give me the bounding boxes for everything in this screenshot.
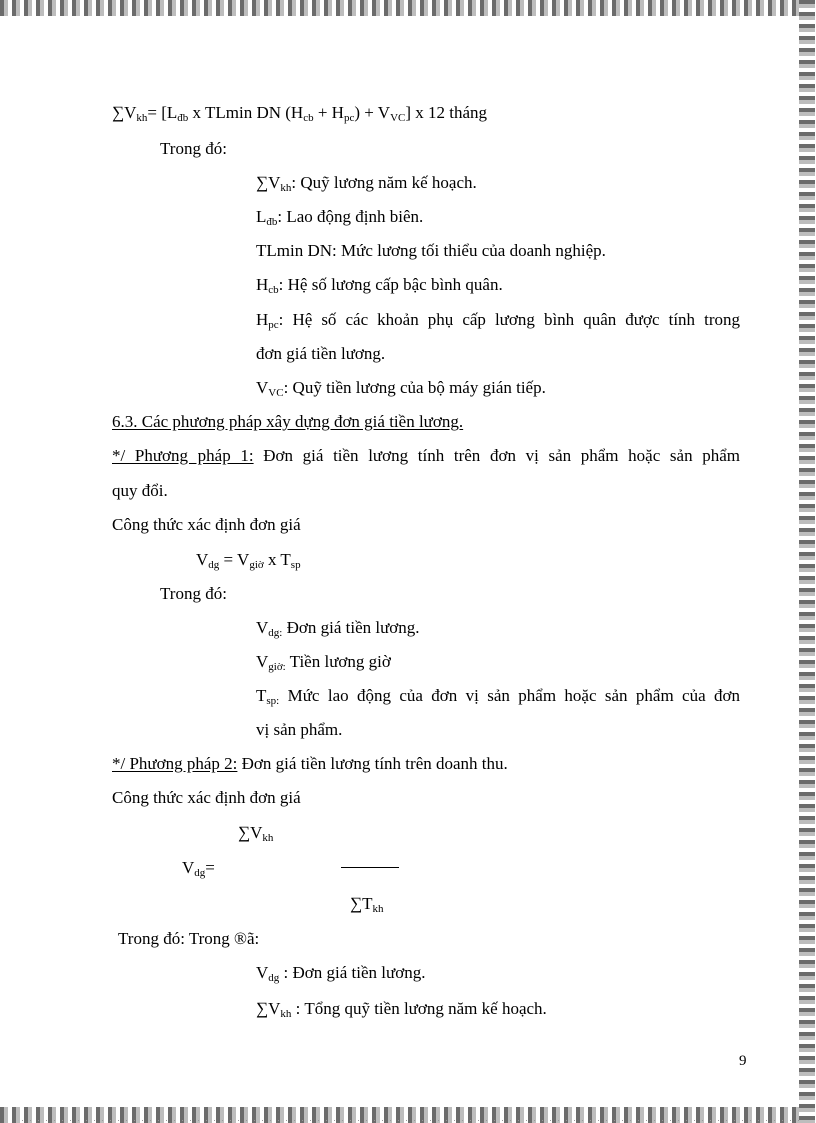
definition-tsp-continued: vị sản phẩm. <box>256 720 343 739</box>
fraction-numerator: $\sum V_{kh}$ <box>238 823 274 844</box>
definition-hpc-continued: đơn giá tiền lương. <box>256 344 386 363</box>
page-number: 9 <box>739 1053 747 1069</box>
definition-vdg-2: $V_{dg}$ : Đơn giá tiền lương. <box>256 963 426 984</box>
trong-do-label-2: Trong đó: <box>160 584 227 603</box>
definition-sum-vkh: $\sum V_{kh}$: Quỹ lương năm kế hoạch. <box>256 173 477 194</box>
definition-hcb: $H_{cb}$: Hệ số lương cấp bậc bình quân. <box>256 275 503 296</box>
method-1-line: */ Phương pháp 1: Đơn giá tiền lương tính trên đơn vị sản phẩm hoặc sản phẩm <box>112 446 740 465</box>
fraction-bar <box>341 867 399 868</box>
trong-do-label-3: Trong đó: Trong ®ã: <box>118 929 260 948</box>
fraction-lhs: $V_{dg}=$ <box>182 858 215 879</box>
page-border-right <box>799 0 815 1123</box>
definition-vvc: $V_{VC}$: Quỹ tiền lương của bộ máy gián tiếp. <box>256 378 546 399</box>
formula-don-gia-san-pham: $V_{dg} = V_{giờ}$ x $T_{sp}$ <box>196 550 301 571</box>
cong-thuc-label-2: Công thức xác định đơn giá <box>112 788 301 807</box>
definition-hpc: $H_{pc}$: Hệ số các khoản phụ cấp lương bình quân được tính trong <box>256 310 740 331</box>
definition-tsp: $T_{sp:}$ Mức lao động của đơn vị sản phẩm hoặc sản phẩm của đơn <box>256 686 740 707</box>
section-heading-6-3: 6.3. Các phương pháp xây dựng đơn giá tiền lương. <box>112 412 464 431</box>
method-2-line: */ Phương pháp 2: Đơn giá tiền lương tính trên doanh thu. <box>112 754 508 773</box>
definition-tlmin: TLmin DN: Mức lương tối thiểu của doanh nghiệp. <box>256 241 606 260</box>
definition-vdg-1: $V_{dg:}$ Đơn giá tiền lương. <box>256 618 420 639</box>
formula-quy-luong-ke-hoach: $\sum V_{kh}= [L_{đb}$ x TLmin DN $(H_{cb} + H_{pc}) + V_{VC}$] x 12 tháng <box>112 103 488 124</box>
definition-vgio: $V_{giờ:}$ Tiền lương giờ <box>256 652 391 673</box>
definition-tong-quy-luong: $\sum V_{kh}$ : Tổng quỹ tiền lương năm kế hoạch. <box>256 999 547 1020</box>
definition-ldb: $L_{đb}$: Lao động định biên. <box>256 207 424 228</box>
trong-do-label-1: Trong đó: <box>160 139 227 158</box>
footer-dotted-rule <box>22 1120 802 1121</box>
method-1-continued: quy đổi. <box>112 481 168 500</box>
cong-thuc-label-1: Công thức xác định đơn giá <box>112 515 301 534</box>
page-border-top <box>0 0 816 16</box>
fraction-denominator: $\sum T_{kh}$ <box>350 894 384 915</box>
